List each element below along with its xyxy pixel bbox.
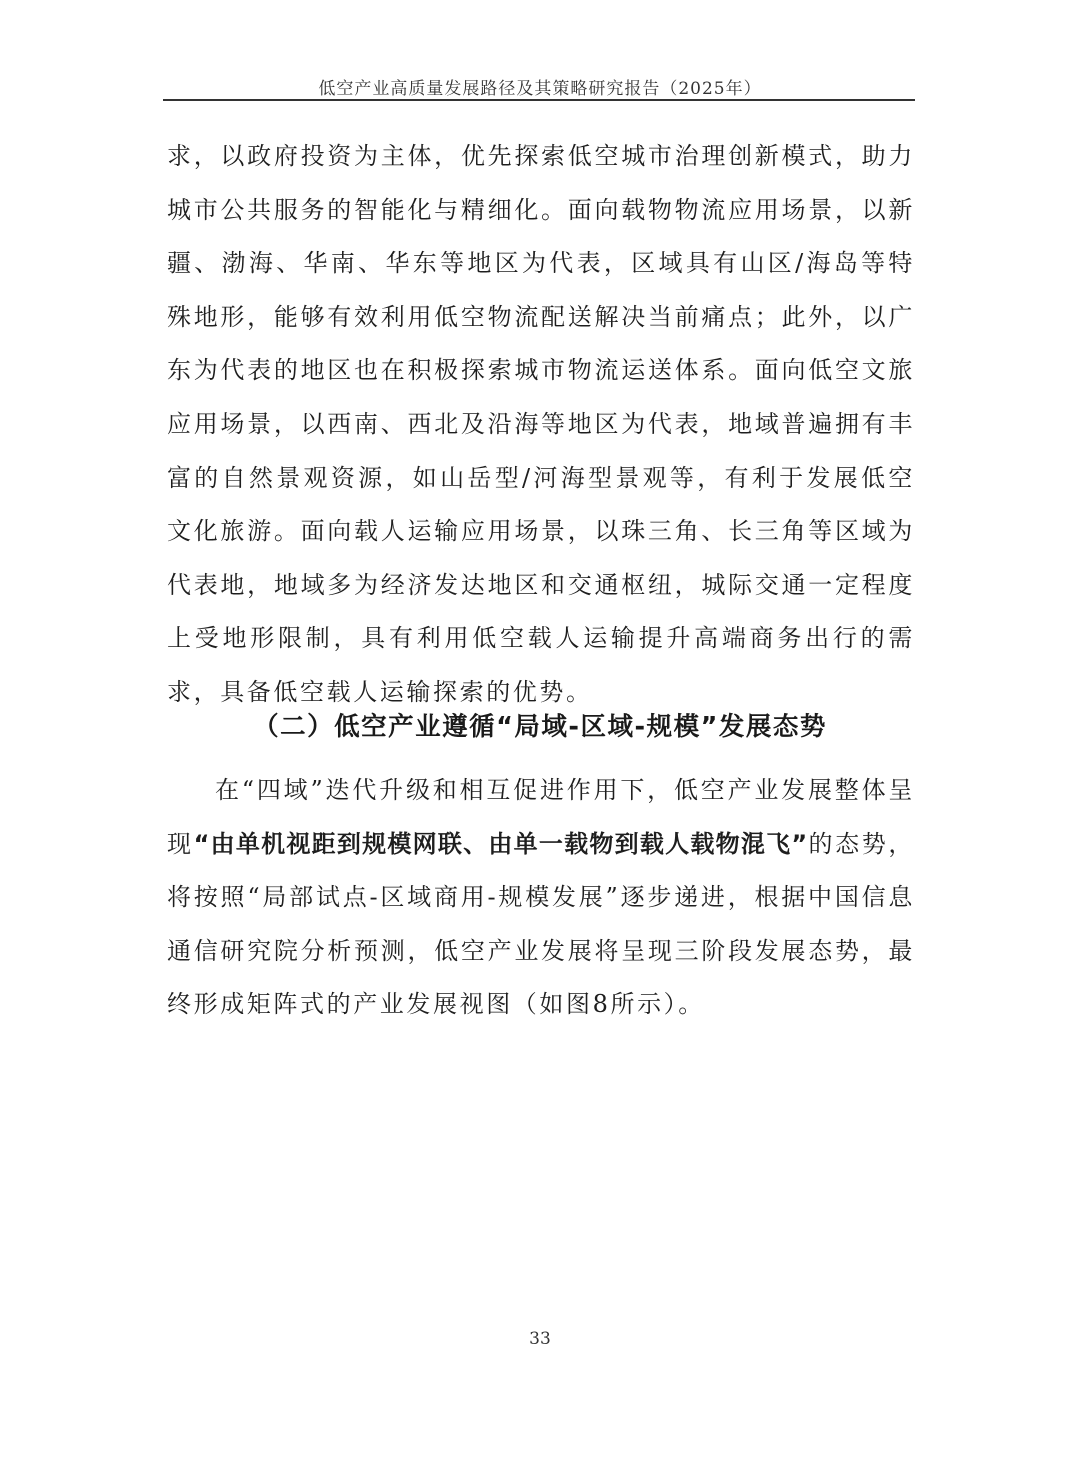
section-heading: （二）低空产业遵循“局域-区域-规模”发展态势 — [253, 712, 827, 742]
header-divider — [163, 99, 915, 101]
body-paragraph-2 — [167, 764, 915, 1032]
paragraph-2-bold-phrase: “由单机视距到规模网联、由单一载物到载人载物混飞” — [193, 829, 809, 858]
running-header: 低空产业高质量发展路径及其策略研究报告（2025年） — [318, 79, 762, 99]
page-number: 33 — [529, 1329, 551, 1349]
body-paragraph-1: 求，以政府投资为主体，优先探索低空城市治理创新模式，助力城市公共服务的智能化与精细化。面向载物物流应用场景，以新疆、渤海、华南、华东等地区为代表，区域具有山区/海岛等特殊地形，能够有效利用低空物流配送解决当前痛点；此外，以广东为代表的地区也在积极探索城市物流运送体系。面向低空文旅应用场景，以西南、西北及沿海等地区为代表，地域普遍拥有丰富的自然景观资源，如山岳型/河海型景观等，有利于发展低空文化旅游。面向载人运输应用场景，以珠三角、长三角等区域为代表地，地域多为经济发达地区和交通枢纽，城际交通一定程度上受地形限制，具有利用低空载人运输提升高端商务出行的需求，具备低空载人运输探索的优势。 — [167, 142, 915, 706]
paragraph-2-tail: 的态势，将按照“局部试点-区域商用-规模发展”逐步递进，根据中国信息通信研究院分析预测，低空产业发展将呈现三阶段发展态势，最终形成矩阵式的产业发展视图（如图8所示）。 — [167, 829, 916, 1019]
paragraph-2-lead: 在“四域”迭代升级和相互促进作用下，低空产业发展整体呈现 — [167, 776, 915, 858]
